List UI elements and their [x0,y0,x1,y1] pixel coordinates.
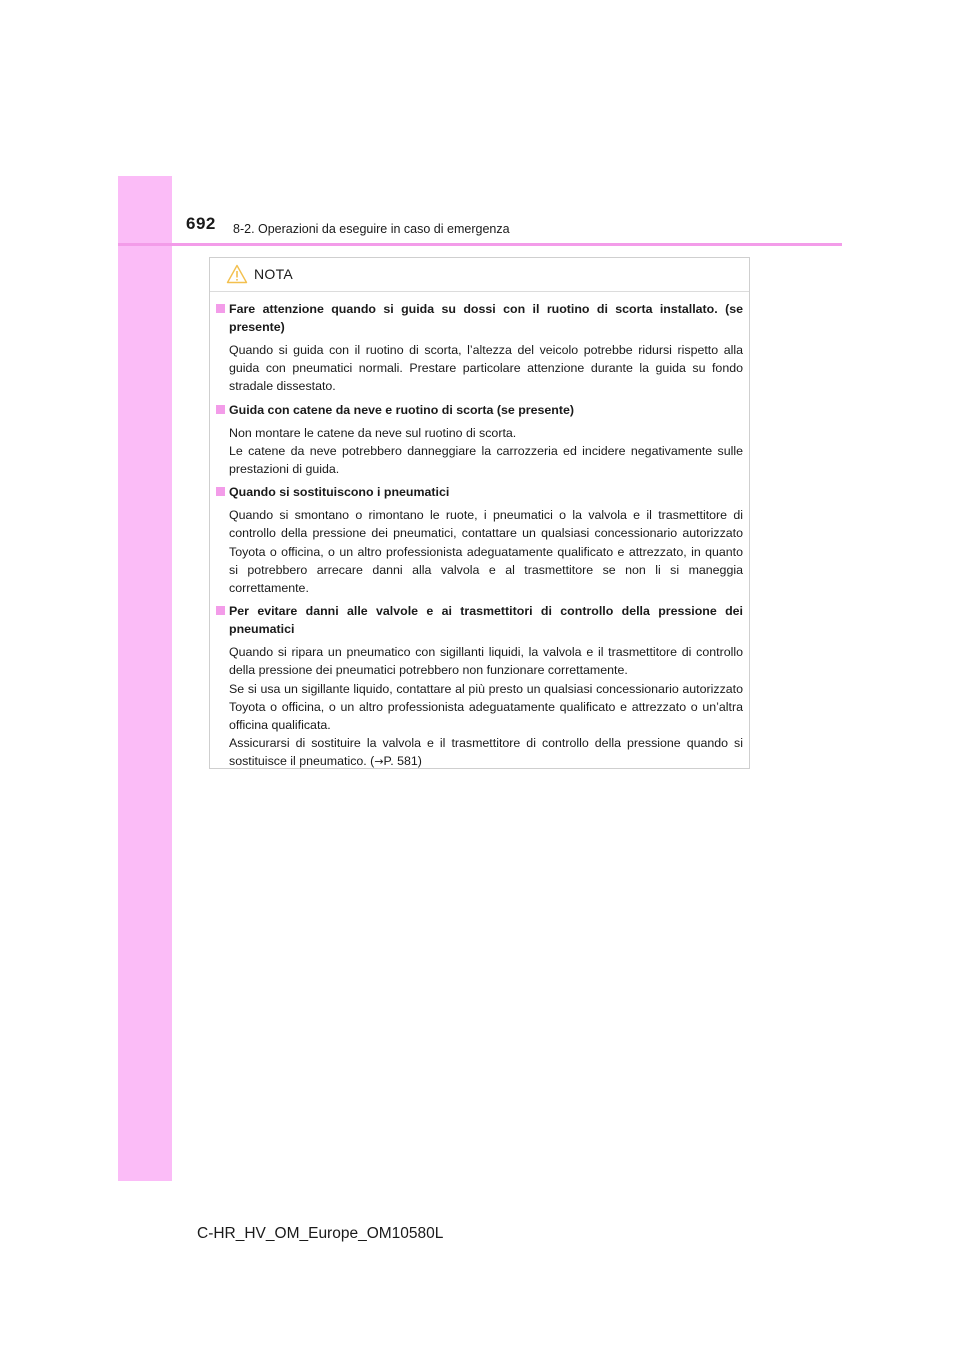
note-item [216,401,743,479]
note-item-heading [216,483,743,501]
note-box [209,257,750,769]
note-items [216,300,743,777]
note-item-title: Quando si sostituiscono i pneumatici [229,485,450,500]
page-number: 692 [186,214,216,233]
note-header [226,262,293,286]
note-item-paragraph: Le catene da neve potrebbero danneggiare la carrozzeria ed incidere negativamente sulle prestazioni di guida. [229,443,743,477]
note-item-title: Per evitare danni alle valvole e ai trasmettitori di controllo della pressione dei pneumatici [229,604,743,637]
note-item-heading [216,602,743,638]
arrow-right-icon: → [374,755,384,769]
note-item [216,602,743,771]
section-title: 8-2. Operazioni da eseguire in caso di emergenza [233,222,510,236]
square-bullet-icon [216,606,225,615]
note-item-paragraph [229,734,743,771]
note-item [216,483,743,597]
note-item-paragraph: Quando si ripara un pneumatico con sigillanti liquidi, la valvola e il trasmettitore di controllo della pressione dei pneumatici potrebbero non funzionare correttamente. [229,645,743,678]
note-item-paragraph: Quando si smontano o rimontano le ruote, i pneumatici o la valvola e il trasmettitore di controllo della pressione dei pneumatici, contattare un qualsiasi concessionario autorizzato Toyota o officina, o un altro professionista adeguatamente qualificato e attrezzato, in quanto si potrebbero arrecare danni alla valvola e al trasmettitore se non li si maneggia correttamente. [229,508,743,596]
note-item-title: Fare attenzione quando si guida su dossi con il ruotino di scorta installato. (se presente) [229,302,743,334]
note-item-heading [216,300,743,336]
side-tab-band [118,176,172,1181]
footer-document-code: C-HR_HV_OM_Europe_OM10580L [197,1225,444,1242]
note-item-paragraph-text: Assicurarsi di sostituire la valvola e il trasmettitore di controllo della pressione quando si sostituisce il pneumatico. ( [229,736,743,769]
note-title: NOTA [254,266,294,282]
header-rule [118,243,842,246]
note-item-paragraph: Non montare le catene da neve sul ruotino di scorta. [229,425,517,440]
note-item [216,300,743,396]
square-bullet-icon [216,304,225,313]
square-bullet-icon [216,405,225,414]
page-reference-link[interactable]: P. 581) [383,754,422,769]
warning-triangle-icon [226,264,248,284]
square-bullet-icon [216,487,225,496]
note-item-heading [216,401,743,419]
note-divider [210,291,749,292]
note-item-paragraph: Se si usa un sigillante liquido, contattare al più presto un qualsiasi concessionario autorizzato Toyota o officina, o un altro professionista adeguatamente qualificato e attrezzato o un’altra officina qualificata. [229,681,743,733]
note-item-paragraph: Quando si guida con il ruotino di scorta, l’altezza del veicolo potrebbe ridursi rispetto alla guida con pneumatici normali. Prestare particolare attenzione durante la guida su fondo stradale dissestato. [229,343,743,394]
note-item-title: Guida con catene da neve e ruotino di scorta (se presente) [229,402,574,417]
